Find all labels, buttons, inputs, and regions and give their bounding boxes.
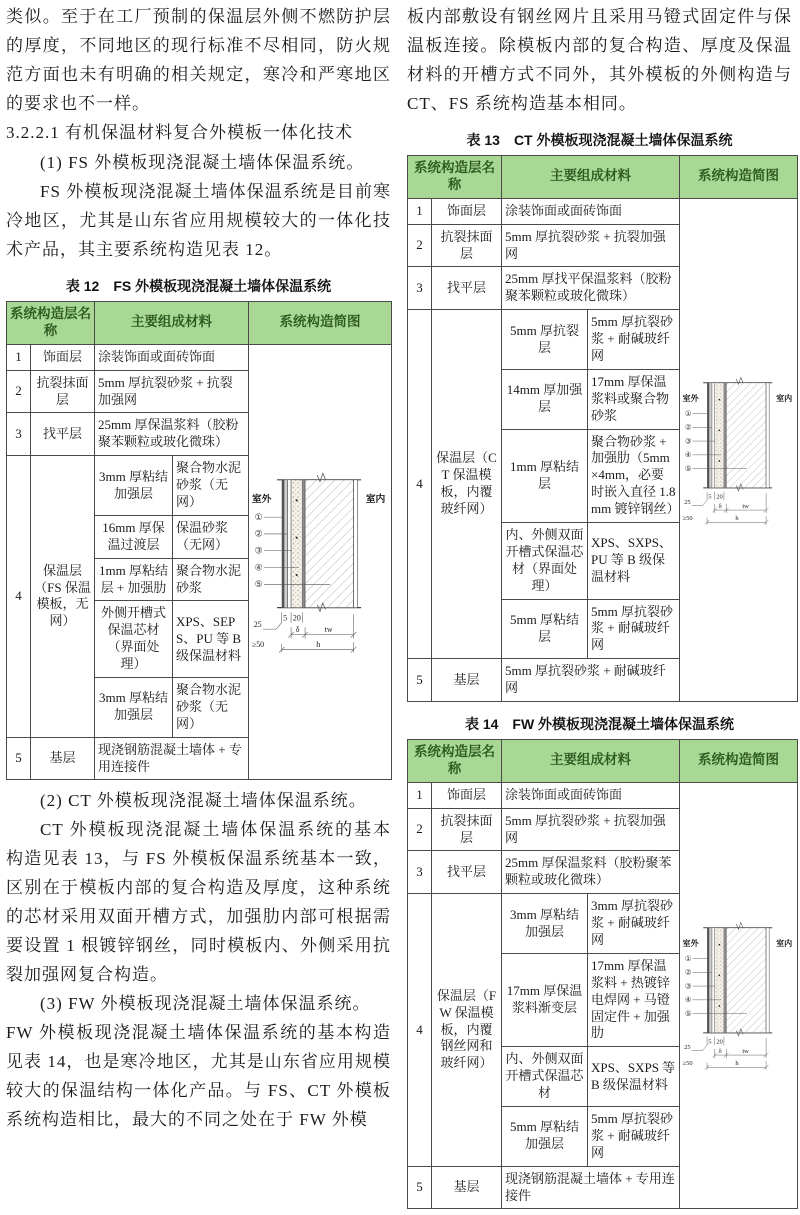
body-paragraph: FW 外模板现浇混凝土墙体保温系统的基本构造见表 14，也是寒冷地区，尤其是山东省应用规模较大的保温结构一体化产品。与 FS、CT 外模板系统构造相比，最大的不同之处在于 FW 外模	[6, 1023, 391, 1130]
dimension-labels	[683, 1039, 750, 1067]
dimension-labels	[683, 493, 750, 521]
wall-section	[703, 923, 772, 1036]
material: 17mm 厚保温浆料或聚合物砂浆	[588, 369, 680, 429]
dim-5: 5	[708, 493, 712, 501]
material: XPS、SXPS、PU 等 B 级保温材料	[588, 523, 680, 600]
material: 5mm 厚抗裂砂浆 + 抗裂加强网	[95, 370, 249, 413]
dim-delta: δ	[718, 502, 722, 510]
sublayer-name: 3mm 厚粘结加强层	[502, 894, 588, 954]
sublayer-name: 内、外侧双面开槽式保温芯材（界面处理）	[502, 523, 588, 600]
material: XPS、SEPS、PU 等 B 级保温材料	[173, 601, 249, 678]
layer-marker: ①	[254, 512, 263, 523]
system-construction-diagram	[250, 463, 390, 661]
sublayer-name: 5mm 厚粘结加强层	[502, 1107, 588, 1167]
material: XPS、SXPS 等 B 级保温材料	[588, 1047, 680, 1107]
layer-marker: ②	[254, 528, 263, 539]
dim-delta: δ	[295, 625, 300, 635]
material: 3mm 厚抗裂砂浆 + 耐碱玻纤网	[588, 894, 680, 954]
layer-marker: ④	[684, 996, 692, 1005]
table-title: 表 14 FW 外模板现浇混凝土墙体保温系统	[464, 716, 735, 733]
outdoor-label: 室外	[682, 393, 699, 403]
column-header: 系统构造简图	[249, 302, 392, 345]
dim-tw: tw	[742, 1048, 749, 1056]
column-header: 系统构造层名称	[408, 740, 502, 783]
layer-marker: ④	[254, 562, 263, 573]
sublayer-name: 外侧开槽式保温芯材（界面处理）	[95, 601, 173, 678]
layer-marker: ③	[684, 982, 692, 991]
material: 5mm 厚抗裂砂浆 + 耐碱玻纤网	[502, 659, 680, 702]
layer-name: 保温层（FS 保温模板，无网）	[31, 456, 95, 737]
layer-marker: ②	[684, 968, 692, 977]
dim-20: 20	[292, 613, 301, 623]
table-title: 表 13 CT 外模板现浇混凝土墙体保温系统	[466, 132, 733, 148]
layer-name: 找平层	[31, 413, 95, 456]
material: 17mm 厚保温浆料 + 热镀锌电焊网 + 马镫固定件 + 加强肋	[588, 953, 680, 1046]
material: 5mm 厚抗裂砂浆 + 耐碱玻纤网	[588, 310, 680, 370]
column-header: 系统构造简图	[680, 156, 798, 199]
sublayer-name: 1mm 厚粘结层	[502, 429, 588, 522]
header-row	[7, 302, 392, 345]
dim-5: 5	[708, 1038, 712, 1046]
layer-marker: ②	[684, 423, 692, 432]
sublayer-name: 17mm 厚保温浆料渐变层	[502, 953, 588, 1046]
row-number: 5	[408, 1166, 432, 1209]
sublayer-name: 内、外侧双面开槽式保温芯材	[502, 1047, 588, 1107]
table-row	[408, 198, 798, 224]
layer-name: 抗裂抹面层	[432, 224, 502, 267]
layer-name: 饰面层	[31, 344, 95, 370]
material: 涂装饰面或面砖饰面	[95, 344, 249, 370]
dim-min-edge: ≥50	[682, 514, 693, 522]
sublayer-name: 16mm 厚保温过渡层	[95, 515, 173, 558]
material: 涂装饰面或面砖饰面	[502, 782, 680, 808]
header-row	[408, 740, 798, 783]
layer-name: 基层	[432, 659, 502, 702]
body-paragraph: CT 外模板现浇混凝土墙体保温系统的基本构造见表 13，与 FS 外模板保温系统基本一致，区别在于模板内部的复合构造及厚度，这种系统的芯材采用双面开槽方式，加强肋内部可根据需要设置 1 根镀锌钢丝，同时模板内、外侧采用抗裂加强网复合构造。	[6, 820, 391, 985]
material: 25mm 厚找平保温浆料（胶粉聚苯颗粒或玻化微珠）	[502, 267, 680, 310]
material: 25mm 厚保温浆料（胶粉聚苯颗粒或玻化微珠）	[502, 851, 680, 894]
dim-25: 25	[684, 498, 691, 506]
body-paragraph: (2) CT 外模板现浇混凝土墙体保温系统。	[40, 791, 367, 811]
dim-20: 20	[716, 493, 723, 501]
layer-marker: ⑤	[684, 464, 692, 473]
dim-25: 25	[253, 620, 262, 630]
material: 5mm 厚抗裂砂浆 + 抗裂加强网	[502, 808, 680, 851]
table-13	[407, 130, 792, 702]
section-heading: 3.2.2.1 有机保温材料复合外模板一体化技术	[6, 123, 353, 142]
dim-tw: tw	[742, 502, 749, 510]
body-paragraph: FS 外模板现浇混凝土墙体保温系统是目前寒冷地区，尤其是山东省应用规模较大的一体化技术产品，其主要系统构造见表 12。	[6, 182, 391, 259]
wall-section	[703, 377, 772, 490]
diagram-cell	[249, 344, 392, 780]
layer-name: 保温层（CT 保温模板，内覆玻纤网）	[432, 310, 502, 659]
table-14	[407, 714, 792, 1209]
dim-20: 20	[716, 1038, 723, 1046]
layer-marker: ①	[684, 409, 692, 418]
row-number: 4	[408, 310, 432, 659]
row-number: 3	[7, 413, 31, 456]
wall-section	[277, 473, 361, 611]
layer-name: 基层	[31, 737, 95, 780]
layer-marker: ⑤	[684, 1010, 692, 1019]
construction-system-table	[407, 155, 798, 702]
table-row	[7, 344, 392, 370]
row-number: 4	[408, 894, 432, 1166]
material: 聚合物水泥砂浆	[173, 558, 249, 601]
column-header: 主要组成材料	[95, 302, 249, 345]
layer-marker: ⑤	[254, 579, 263, 590]
column-header: 系统构造层名称	[408, 156, 502, 199]
sublayer-name: 3mm 厚粘结加强层	[95, 456, 173, 516]
layer-name: 饰面层	[432, 198, 502, 224]
row-number: 2	[408, 224, 432, 267]
material: 聚合物砂浆 + 加强肋（5mm×4mm，必要时嵌入直径 1.8mm 镀锌钢丝）	[588, 429, 680, 522]
outdoor-label: 室外	[682, 939, 699, 949]
outdoor-label: 室外	[251, 494, 272, 506]
table-row	[408, 782, 798, 808]
material: 5mm 厚抗裂砂浆 + 耐碱玻纤网	[588, 1107, 680, 1167]
layer-marker: ③	[684, 436, 692, 445]
indoor-label: 室内	[365, 494, 386, 506]
row-number: 1	[408, 198, 432, 224]
body-paragraph: (3) FW 外模板现浇混凝土墙体保温系统。	[40, 994, 371, 1014]
table-12	[6, 276, 391, 780]
layer-name: 找平层	[432, 851, 502, 894]
dim-5: 5	[283, 613, 288, 623]
body-paragraph: (1) FS 外模板现浇混凝土墙体保温系统。	[40, 153, 365, 172]
dimension-labels	[252, 614, 333, 649]
table-title: 表 12 FS 外模板现浇混凝土墙体保温系统	[65, 278, 332, 294]
material: 涂装饰面或面砖饰面	[502, 198, 680, 224]
dimension-lines	[692, 491, 769, 524]
right-column	[407, 2, 792, 1215]
material: 保温砂浆（无网）	[173, 515, 249, 558]
material: 5mm 厚抗裂砂浆 + 耐碱玻纤网	[588, 599, 680, 659]
row-number: 1	[7, 344, 31, 370]
indoor-label: 室内	[776, 393, 793, 403]
row-number: 5	[408, 659, 432, 702]
dim-min-edge: ≥50	[682, 1060, 693, 1068]
column-header: 主要组成材料	[502, 740, 680, 783]
system-construction-diagram	[681, 369, 796, 532]
sublayer-name: 5mm 厚粘结层	[502, 599, 588, 659]
row-number: 2	[408, 808, 432, 851]
construction-system-table	[407, 739, 798, 1209]
column-header: 系统构造简图	[680, 740, 798, 783]
material: 聚合物水泥砂浆（无网）	[173, 678, 249, 738]
dim-h: h	[735, 1060, 739, 1068]
dim-tw: tw	[324, 625, 333, 635]
layer-name: 抗裂抹面层	[31, 370, 95, 413]
layer-name: 基层	[432, 1166, 502, 1209]
dim-25: 25	[684, 1044, 691, 1052]
left-column	[6, 2, 391, 1215]
dim-h: h	[735, 514, 739, 522]
layer-name: 饰面层	[432, 782, 502, 808]
body-paragraph: 板内部敷设有钢丝网片且采用马镫式固定件与保温板连接。除模板内部的复合构造、厚度及保温材料的开槽方式不同外，其外模板的外侧构造与CT、FS 系统构造基本相同。	[407, 7, 792, 113]
row-number: 3	[408, 267, 432, 310]
header-row	[408, 156, 798, 199]
dimension-lines	[263, 612, 356, 652]
material: 25mm 厚保温浆料（胶粉聚苯颗粒或玻化微珠）	[95, 413, 249, 456]
layer-name: 找平层	[432, 267, 502, 310]
body-paragraph: 类似。至于在工厂预制的保温层外侧不燃防护层的厚度，不同地区的现行标准不尽相同，防火规范方面也未有明确的相关规定，寒冷和严寒地区的要求也不一样。	[6, 7, 391, 113]
diagram-cell	[680, 782, 798, 1209]
construction-system-table	[6, 301, 392, 780]
column-header: 主要组成材料	[502, 156, 680, 199]
material: 现浇钢筋混凝土墙体 + 专用连接件	[95, 737, 249, 780]
layer-name: 保温层（FW 保温模板，内覆钢丝网和玻纤网）	[432, 894, 502, 1166]
material: 5mm 厚抗裂砂浆 + 抗裂加强网	[502, 224, 680, 267]
sublayer-name: 14mm 厚加强层	[502, 369, 588, 429]
material: 现浇钢筋混凝土墙体 + 专用连接件	[502, 1166, 680, 1209]
sublayer-name: 5mm 厚抗裂层	[502, 310, 588, 370]
indoor-label: 室内	[776, 939, 793, 949]
row-number: 4	[7, 456, 31, 737]
row-number: 3	[408, 851, 432, 894]
dimension-lines	[692, 1037, 769, 1070]
system-construction-diagram	[681, 914, 796, 1077]
material: 聚合物水泥砂浆（无网）	[173, 456, 249, 516]
dim-h: h	[316, 640, 321, 650]
sublayer-name: 3mm 厚粘结加强层	[95, 678, 173, 738]
row-number: 5	[7, 737, 31, 780]
sublayer-name: 1mm 厚粘结层 + 加强肋	[95, 558, 173, 601]
row-number: 2	[7, 370, 31, 413]
row-number: 1	[408, 782, 432, 808]
dim-delta: δ	[718, 1048, 722, 1056]
diagram-cell	[680, 198, 798, 701]
layer-marker: ③	[254, 545, 263, 556]
layer-marker: ④	[684, 450, 692, 459]
layer-name: 抗裂抹面层	[432, 808, 502, 851]
layer-marker: ①	[684, 955, 692, 964]
dim-min-edge: ≥50	[251, 640, 265, 650]
column-header: 系统构造层名称	[7, 302, 95, 345]
